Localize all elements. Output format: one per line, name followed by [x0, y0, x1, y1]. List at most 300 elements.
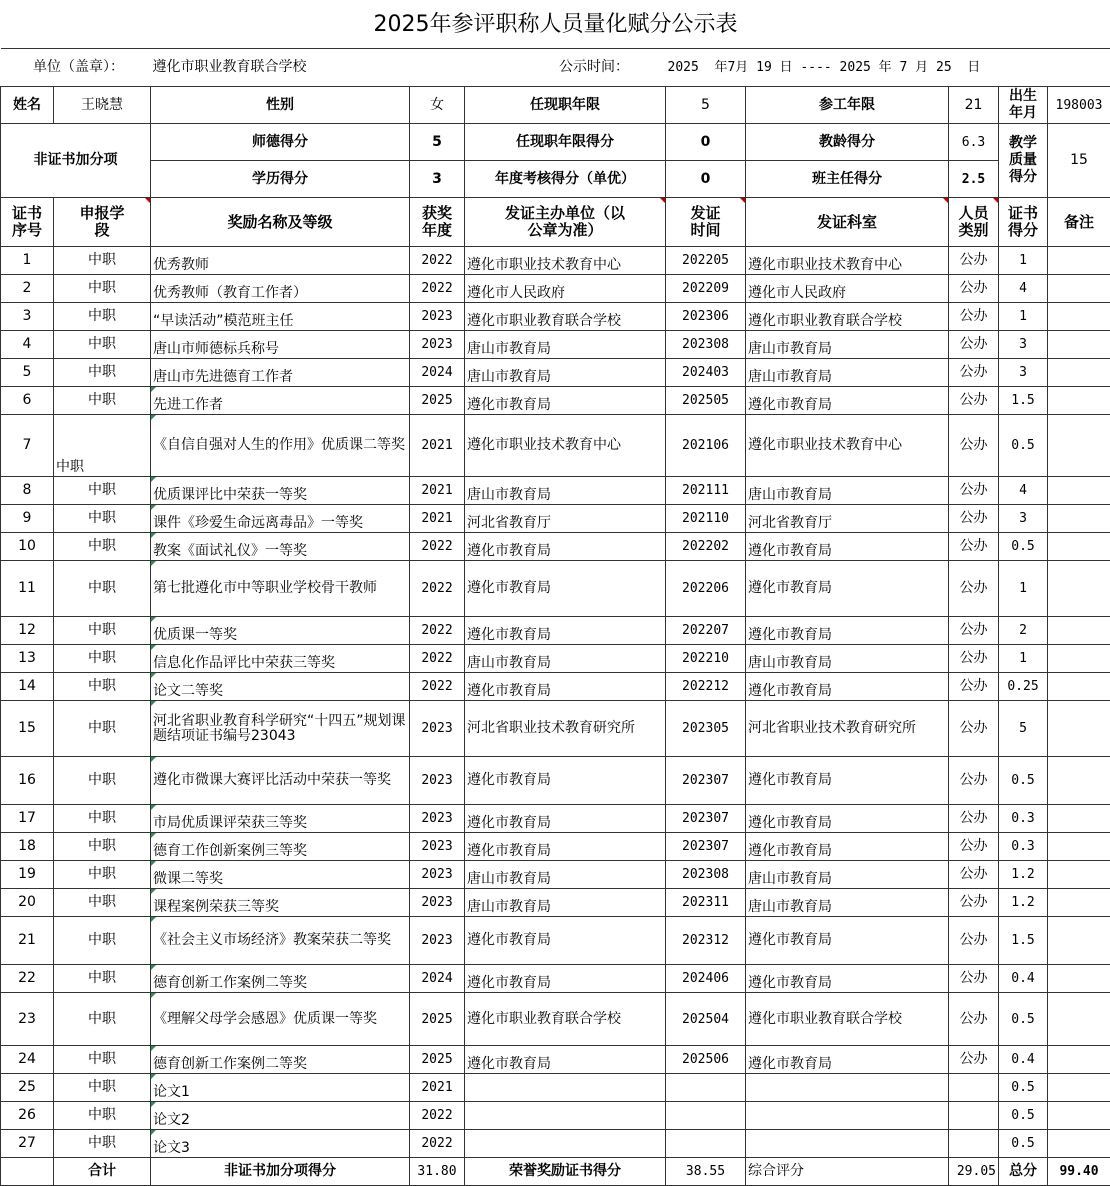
row-dept: 遵化市职业教育联合学校: [746, 303, 949, 331]
row-ptype: 公办: [949, 1046, 999, 1074]
row-issuer: 遵化市教育局: [465, 757, 666, 805]
row-note: [1048, 673, 1110, 701]
row-issuer: [465, 1130, 666, 1158]
row-issuer: 遵化市职业技术教育中心: [465, 415, 666, 477]
table-row: [1, 1130, 1110, 1158]
row-year: 2024: [410, 965, 465, 993]
row-issuer: 唐山市教育局: [465, 889, 666, 917]
annual-value: 0: [666, 161, 746, 198]
row-stage: 中职: [54, 1046, 151, 1074]
row-issuer: [465, 1102, 666, 1130]
row-stage: 中职: [54, 965, 151, 993]
row-time: 202210: [666, 645, 746, 673]
row-dept: 唐山市教育局: [746, 889, 949, 917]
row-year: 2023: [410, 701, 465, 757]
row-issuer: 遵化市职业教育联合学校: [465, 303, 666, 331]
row-stage: 中职: [54, 505, 151, 533]
gender-value: 女: [410, 87, 465, 124]
row-ptype: 公办: [949, 701, 999, 757]
table-row: [1, 993, 1110, 1046]
name-value: 王晓慧: [54, 87, 151, 124]
row-seq: 5: [1, 359, 54, 387]
row-stage: 中职: [54, 415, 151, 477]
row-ptype: 公办: [949, 993, 999, 1046]
row-time: 202307: [666, 833, 746, 861]
edu-label: 学历得分: [151, 161, 410, 198]
row-time: [666, 1074, 746, 1102]
noncert-total-value: 31.80: [410, 1158, 465, 1186]
row-note: [1048, 415, 1110, 477]
row-ptype: 公办: [949, 645, 999, 673]
row-seq: 19: [1, 861, 54, 889]
row-dept: 遵化市教育局: [746, 1046, 949, 1074]
row-note: [1048, 701, 1110, 757]
row-dept: 遵化市教育局: [746, 833, 949, 861]
col-header-seq: 证书序号: [1, 198, 54, 247]
row-note: [1048, 1102, 1110, 1130]
row-year: 2022: [410, 533, 465, 561]
row-seq: 6: [1, 387, 54, 415]
row-time: 202506: [666, 1046, 746, 1074]
row-ptype: 公办: [949, 861, 999, 889]
row-year: 2022: [410, 645, 465, 673]
row-note: [1048, 993, 1110, 1046]
row-issuer: 唐山市教育局: [465, 477, 666, 505]
row-year: 2022: [410, 1130, 465, 1158]
row-dept: 唐山市教育局: [746, 477, 949, 505]
row-award: 优质课一等奖: [151, 617, 410, 645]
row-ptype: 公办: [949, 247, 999, 275]
row-seq: 14: [1, 673, 54, 701]
table-row: [1, 477, 1110, 505]
table-row: [1, 247, 1110, 275]
edu-value: 3: [410, 161, 465, 198]
row-award: 微课二等奖: [151, 861, 410, 889]
name-label: 姓名: [1, 87, 54, 124]
row-score: 3: [999, 331, 1048, 359]
row-score: 0.3: [999, 805, 1048, 833]
row-dept: 遵化市教育局: [746, 673, 949, 701]
row-stage: 中职: [54, 1130, 151, 1158]
table-row: [1, 861, 1110, 889]
row-time: 202504: [666, 993, 746, 1046]
row-award: 课件《珍爱生命远离毒品》一等奖: [151, 505, 410, 533]
row-note: [1048, 359, 1110, 387]
row-issuer: 遵化市职业技术教育中心: [465, 247, 666, 275]
row-note: [1048, 861, 1110, 889]
row-award: 论文1: [151, 1074, 410, 1102]
row-stage: 中职: [54, 275, 151, 303]
row-score: 0.5: [999, 1130, 1048, 1158]
row-score: 2: [999, 617, 1048, 645]
row-seq: 3: [1, 303, 54, 331]
row-stage: 中职: [54, 303, 151, 331]
row-ptype: 公办: [949, 275, 999, 303]
row-seq: 27: [1, 1130, 54, 1158]
row-time: 202205: [666, 247, 746, 275]
row-score: 4: [999, 275, 1048, 303]
publish-time-value: 2025 年7月 19 日 ---- 2025 年 7 月 25 日: [667, 60, 981, 75]
row-seq: 13: [1, 645, 54, 673]
row-year: 2022: [410, 275, 465, 303]
row-note: [1048, 645, 1110, 673]
row-award: 唐山市师德标兵称号: [151, 331, 410, 359]
row-year: 2022: [410, 617, 465, 645]
row-year: 2022: [410, 247, 465, 275]
row-dept: 遵化市职业教育联合学校: [746, 993, 949, 1046]
row-seq: 15: [1, 701, 54, 757]
row-ptype: 公办: [949, 505, 999, 533]
row-seq: 8: [1, 477, 54, 505]
row-dept: 遵化市教育局: [746, 757, 949, 805]
row-note: [1048, 617, 1110, 645]
row-score: 0.5: [999, 1102, 1048, 1130]
col-header-score: 证书得分: [999, 198, 1048, 247]
row-seq: 10: [1, 533, 54, 561]
annual-label: 年度考核得分（单优）: [465, 161, 666, 198]
teaching-age-value: 6.3: [949, 124, 999, 161]
row-stage: 中职: [54, 889, 151, 917]
row-note: [1048, 1046, 1110, 1074]
row-time: 202207: [666, 617, 746, 645]
row-award: 课程案例荣获三等奖: [151, 889, 410, 917]
row-award: 《自信自强对人生的作用》优质课二等奖: [151, 415, 410, 477]
row-seq: 20: [1, 889, 54, 917]
row-award: 第七批遵化市中等职业学校骨干教师: [151, 561, 410, 617]
row-year: 2024: [410, 359, 465, 387]
row-time: 202311: [666, 889, 746, 917]
birth-value: 198003: [1048, 87, 1110, 124]
row-score: 1: [999, 303, 1048, 331]
row-year: 2021: [410, 505, 465, 533]
row-stage: 中职: [54, 533, 151, 561]
row-stage: 中职: [54, 1102, 151, 1130]
row-award: 德育创新工作案例二等奖: [151, 965, 410, 993]
row-dept: 遵化市教育局: [746, 617, 949, 645]
row-note: [1048, 889, 1110, 917]
row-time: 202505: [666, 387, 746, 415]
row-time: 202406: [666, 965, 746, 993]
row-year: 2023: [410, 889, 465, 917]
row-time: 202307: [666, 757, 746, 805]
row-stage: 中职: [54, 701, 151, 757]
unit-label: 单位（盖章）：: [33, 59, 124, 75]
noncert-total-label: 非证书加分项得分: [151, 1158, 410, 1186]
row-dept: 唐山市教育局: [746, 359, 949, 387]
row-issuer: 遵化市教育局: [465, 561, 666, 617]
row-dept: 遵化市教育局: [746, 561, 949, 617]
tenure-score-value: 0: [666, 124, 746, 161]
row-ptype: 公办: [949, 833, 999, 861]
row-seq: 12: [1, 617, 54, 645]
row-score: 0.5: [999, 415, 1048, 477]
row-seq: 24: [1, 1046, 54, 1074]
row-note: [1048, 1074, 1110, 1102]
row-note: [1048, 833, 1110, 861]
row-stage: 中职: [54, 561, 151, 617]
row-time: 202308: [666, 861, 746, 889]
table-row: [1, 1074, 1110, 1102]
row-time: 202106: [666, 415, 746, 477]
noncert-label: 非证书加分项: [1, 124, 151, 198]
overall-value: 29.05: [949, 1158, 999, 1186]
row-award: 《理解父母学会感恩》优质课一等奖: [151, 993, 410, 1046]
row-issuer: 遵化市职业教育联合学校: [465, 993, 666, 1046]
row-ptype: 公办: [949, 757, 999, 805]
row-year: 2025: [410, 1046, 465, 1074]
row-score: 1.2: [999, 889, 1048, 917]
row-dept: 遵化市人民政府: [746, 275, 949, 303]
row-year: 2021: [410, 1074, 465, 1102]
row-stage: 中职: [54, 1074, 151, 1102]
row-award: 先进工作者: [151, 387, 410, 415]
row-seq: 18: [1, 833, 54, 861]
row-year: 2023: [410, 303, 465, 331]
overall-label: 综合评分: [746, 1158, 949, 1186]
table-row: [1, 617, 1110, 645]
row-ptype: 公办: [949, 965, 999, 993]
quality-value: 15: [1048, 124, 1110, 198]
row-year: 2021: [410, 477, 465, 505]
row-issuer: 唐山市教育局: [465, 645, 666, 673]
row-stage: 中职: [54, 993, 151, 1046]
row-year: 2021: [410, 415, 465, 477]
table-row: [1, 1102, 1110, 1130]
table-row: [1, 303, 1110, 331]
row-issuer: 遵化市教育局: [465, 533, 666, 561]
table-row: [1, 757, 1110, 805]
row-ptype: [949, 1130, 999, 1158]
row-score: 3: [999, 505, 1048, 533]
row-score: 0.4: [999, 965, 1048, 993]
row-note: [1048, 477, 1110, 505]
row-award: 论文2: [151, 1102, 410, 1130]
row-award: 信息化作品评比中荣获三等奖: [151, 645, 410, 673]
row-time: 202308: [666, 331, 746, 359]
table-row: [1, 415, 1110, 477]
row-dept: [746, 1102, 949, 1130]
row-note: [1048, 917, 1110, 965]
row-score: 1: [999, 561, 1048, 617]
row-dept: 唐山市教育局: [746, 861, 949, 889]
row-dept: 遵化市教育局: [746, 917, 949, 965]
row-seq: 2: [1, 275, 54, 303]
row-ptype: 公办: [949, 673, 999, 701]
col-header-issuer: 发证主办单位（以公章为准）: [465, 198, 666, 247]
table-row: [1, 673, 1110, 701]
row-time: 202305: [666, 701, 746, 757]
row-stage: 中职: [54, 617, 151, 645]
row-ptype: 公办: [949, 331, 999, 359]
row-stage: 中职: [54, 247, 151, 275]
row-time: 202206: [666, 561, 746, 617]
row-year: 2023: [410, 805, 465, 833]
footer-blank: [1, 1158, 54, 1186]
row-dept: 河北省职业技术教育研究所: [746, 701, 949, 757]
col-header-note: 备注: [1048, 198, 1110, 247]
row-dept: 唐山市教育局: [746, 331, 949, 359]
row-ptype: [949, 1102, 999, 1130]
row-time: 202312: [666, 917, 746, 965]
col-header-ptype: 人员类别: [949, 198, 999, 247]
row-stage: 中职: [54, 331, 151, 359]
head-teacher-label: 班主任得分: [746, 161, 949, 198]
row-time: 202209: [666, 275, 746, 303]
row-note: [1048, 1130, 1110, 1158]
row-dept: 遵化市教育局: [746, 805, 949, 833]
row-award: 《社会主义市场经济》教案荣获二等奖: [151, 917, 410, 965]
row-award: 唐山市先进德育工作者: [151, 359, 410, 387]
row-seq: 11: [1, 561, 54, 617]
table-row: [1, 359, 1110, 387]
row-note: [1048, 533, 1110, 561]
row-dept: 遵化市职业技术教育中心: [746, 247, 949, 275]
row-stage: 中职: [54, 359, 151, 387]
col-header-award: 奖励名称及等级: [151, 198, 410, 247]
row-ptype: 公办: [949, 561, 999, 617]
col-header-dept: 发证科室: [746, 198, 949, 247]
table-row: [1, 533, 1110, 561]
row-note: [1048, 965, 1110, 993]
teaching-age-label: 教龄得分: [746, 124, 949, 161]
quality-label: 教学质量得分: [999, 124, 1048, 198]
row-issuer: 唐山市教育局: [465, 331, 666, 359]
row-dept: 遵化市教育局: [746, 533, 949, 561]
row-time: 202212: [666, 673, 746, 701]
row-score: 0.25: [999, 673, 1048, 701]
row-note: [1048, 805, 1110, 833]
row-stage: 中职: [54, 861, 151, 889]
row-note: [1048, 331, 1110, 359]
row-ptype: 公办: [949, 917, 999, 965]
row-score: 1: [999, 645, 1048, 673]
row-stage: 中职: [54, 833, 151, 861]
gender-label: 性别: [151, 87, 410, 124]
row-time: 202306: [666, 303, 746, 331]
row-stage: 中职: [54, 917, 151, 965]
row-note: [1048, 387, 1110, 415]
row-award: 德育创新工作案例二等奖: [151, 1046, 410, 1074]
row-issuer: 唐山市教育局: [465, 359, 666, 387]
row-dept: 遵化市职业技术教育中心: [746, 415, 949, 477]
row-year: 2023: [410, 833, 465, 861]
head-teacher-value: 2.5: [949, 161, 999, 198]
honor-total-label: 荣誉奖励证书得分: [465, 1158, 666, 1186]
row-award: 德育工作创新案例三等奖: [151, 833, 410, 861]
row-issuer: 遵化市教育局: [465, 805, 666, 833]
row-stage: 中职: [54, 387, 151, 415]
row-seq: 16: [1, 757, 54, 805]
sum-label: 总分: [999, 1158, 1048, 1186]
row-issuer: 遵化市教育局: [465, 617, 666, 645]
publish-time-label: 公示时间：: [559, 59, 629, 75]
row-note: [1048, 303, 1110, 331]
row-ptype: 公办: [949, 617, 999, 645]
row-year: 2025: [410, 387, 465, 415]
sum-value: 99.40: [1048, 1158, 1110, 1186]
table-row: [1, 275, 1110, 303]
row-issuer: [465, 1074, 666, 1102]
row-ptype: 公办: [949, 415, 999, 477]
row-score: 4: [999, 477, 1048, 505]
row-stage: 中职: [54, 757, 151, 805]
row-ptype: 公办: [949, 359, 999, 387]
table-row: [1, 645, 1110, 673]
row-award: 优秀教师（教育工作者）: [151, 275, 410, 303]
row-score: 0.5: [999, 533, 1048, 561]
page-title: 2025年参评职称人员量化赋分公示表: [1, 0, 1110, 49]
row-score: 3: [999, 359, 1048, 387]
work-years-label: 参工年限: [746, 87, 949, 124]
row-dept: [746, 1074, 949, 1102]
row-time: 202403: [666, 359, 746, 387]
row-award: 论文二等奖: [151, 673, 410, 701]
table-row: [1, 331, 1110, 359]
col-header-time: 发证时间: [666, 198, 746, 247]
row-seq: 26: [1, 1102, 54, 1130]
row-time: 202202: [666, 533, 746, 561]
work-years-value: 21: [949, 87, 999, 124]
tenure-label: 任现职年限: [465, 87, 666, 124]
ethics-value: 5: [410, 124, 465, 161]
row-issuer: 河北省职业技术教育研究所: [465, 701, 666, 757]
row-score: 1.5: [999, 387, 1048, 415]
tenure-score-label: 任现职年限得分: [465, 124, 666, 161]
row-issuer: 遵化市教育局: [465, 833, 666, 861]
table-row: [1, 701, 1110, 757]
row-score: 0.4: [999, 1046, 1048, 1074]
ethics-label: 师德得分: [151, 124, 410, 161]
row-time: 202307: [666, 805, 746, 833]
row-note: [1048, 247, 1110, 275]
table-row: [1, 805, 1110, 833]
row-seq: 23: [1, 993, 54, 1046]
total-label: 合计: [54, 1158, 151, 1186]
row-award: 优秀教师: [151, 247, 410, 275]
row-award: 优质课评比中荣获一等奖: [151, 477, 410, 505]
table-row: [1, 1046, 1110, 1074]
row-dept: 河北省教育厅: [746, 505, 949, 533]
row-award: 河北省职业教育科学研究“十四五”规划课题结项证书编号23043: [151, 701, 410, 757]
row-year: 2022: [410, 1102, 465, 1130]
col-header-stage: 申报学段: [54, 198, 151, 247]
row-note: [1048, 275, 1110, 303]
row-dept: 遵化市教育局: [746, 387, 949, 415]
row-ptype: 公办: [949, 477, 999, 505]
table-row: [1, 505, 1110, 533]
row-time: [666, 1130, 746, 1158]
col-header-year: 获奖年度: [410, 198, 465, 247]
row-time: 202110: [666, 505, 746, 533]
row-issuer: 唐山市教育局: [465, 861, 666, 889]
row-score: 0.5: [999, 757, 1048, 805]
row-year: 2023: [410, 917, 465, 965]
row-year: 2025: [410, 993, 465, 1046]
row-stage: 中职: [54, 645, 151, 673]
unit-value: 遵化市职业教育联合学校: [152, 59, 307, 75]
row-note: [1048, 757, 1110, 805]
row-score: 1.2: [999, 861, 1048, 889]
row-year: 2023: [410, 331, 465, 359]
row-issuer: 遵化市教育局: [465, 673, 666, 701]
row-note: [1048, 561, 1110, 617]
row-award: 市局优质课评荣获三等奖: [151, 805, 410, 833]
tenure-value: 5: [666, 87, 746, 124]
row-stage: 中职: [54, 673, 151, 701]
row-year: 2023: [410, 757, 465, 805]
row-dept: [746, 1130, 949, 1158]
row-year: 2022: [410, 673, 465, 701]
